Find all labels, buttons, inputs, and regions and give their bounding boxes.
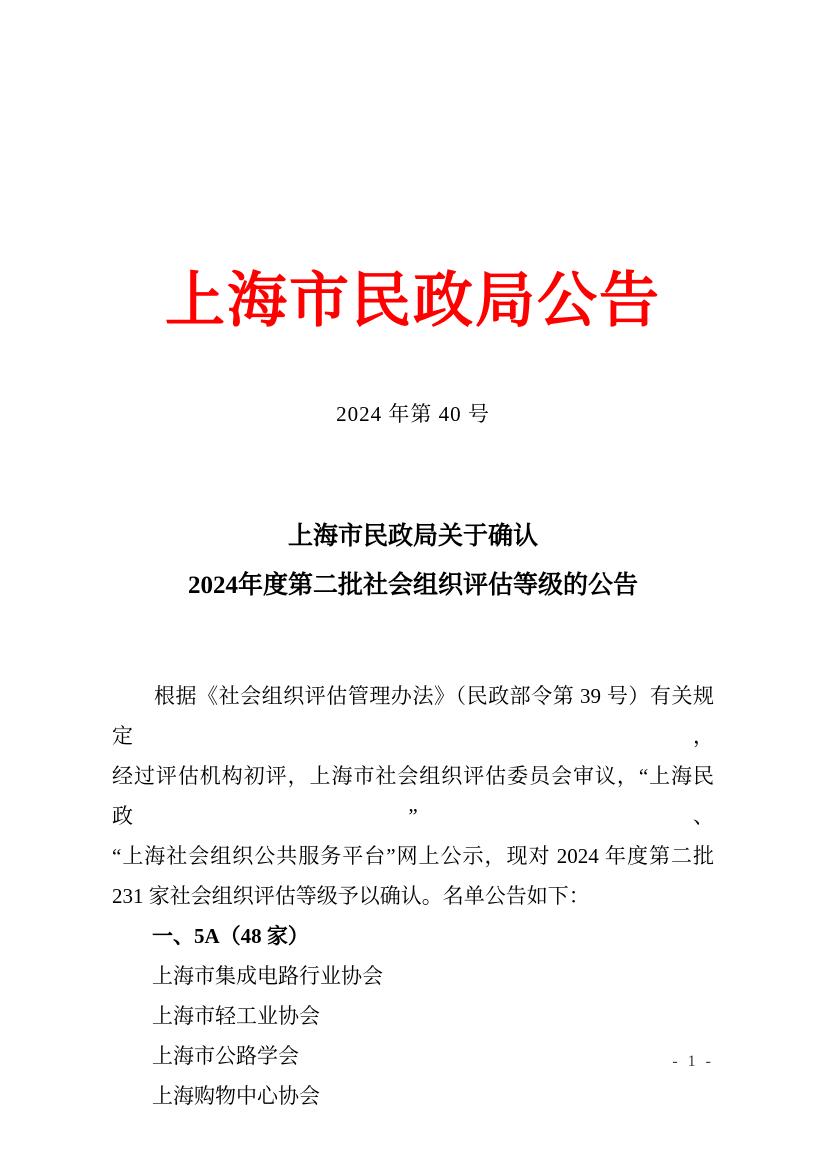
body-line: 经过评估机构初评，上海市社会组织评估委员会审议，“上海民政”、 [112,764,714,828]
page-number: - 1 - [672,1053,714,1070]
list-item: 上海市公路学会 [152,1044,299,1068]
body-line: 231 家社会组织评估等级予以确认。名单公告如下： [112,884,590,908]
document-body [112,676,714,1116]
body-line: “上海社会组织公共服务平台”网上公示，现对 2024 年度第二批 [112,844,714,868]
doc-number: 2024 年第 40 号 [336,402,490,426]
section-heading-5a: 一、5A（48 家） [152,924,309,948]
list-item: 上海市轻工业协会 [152,1004,320,1028]
doc-title: 上海市民政局公告 [165,268,661,334]
body-line: 根据《社会组织评估管理办法》（民政部令第 39 号）有关规定， [112,684,714,748]
subtitle-line-2: 2024年度第二批社会组织评估等级的公告 [187,572,638,599]
list-item: 上海购物中心协会 [152,1084,320,1108]
list-item: 上海市集成电路行业协会 [152,964,383,988]
subtitle-line-1: 上海市民政局关于确认 [287,523,538,550]
